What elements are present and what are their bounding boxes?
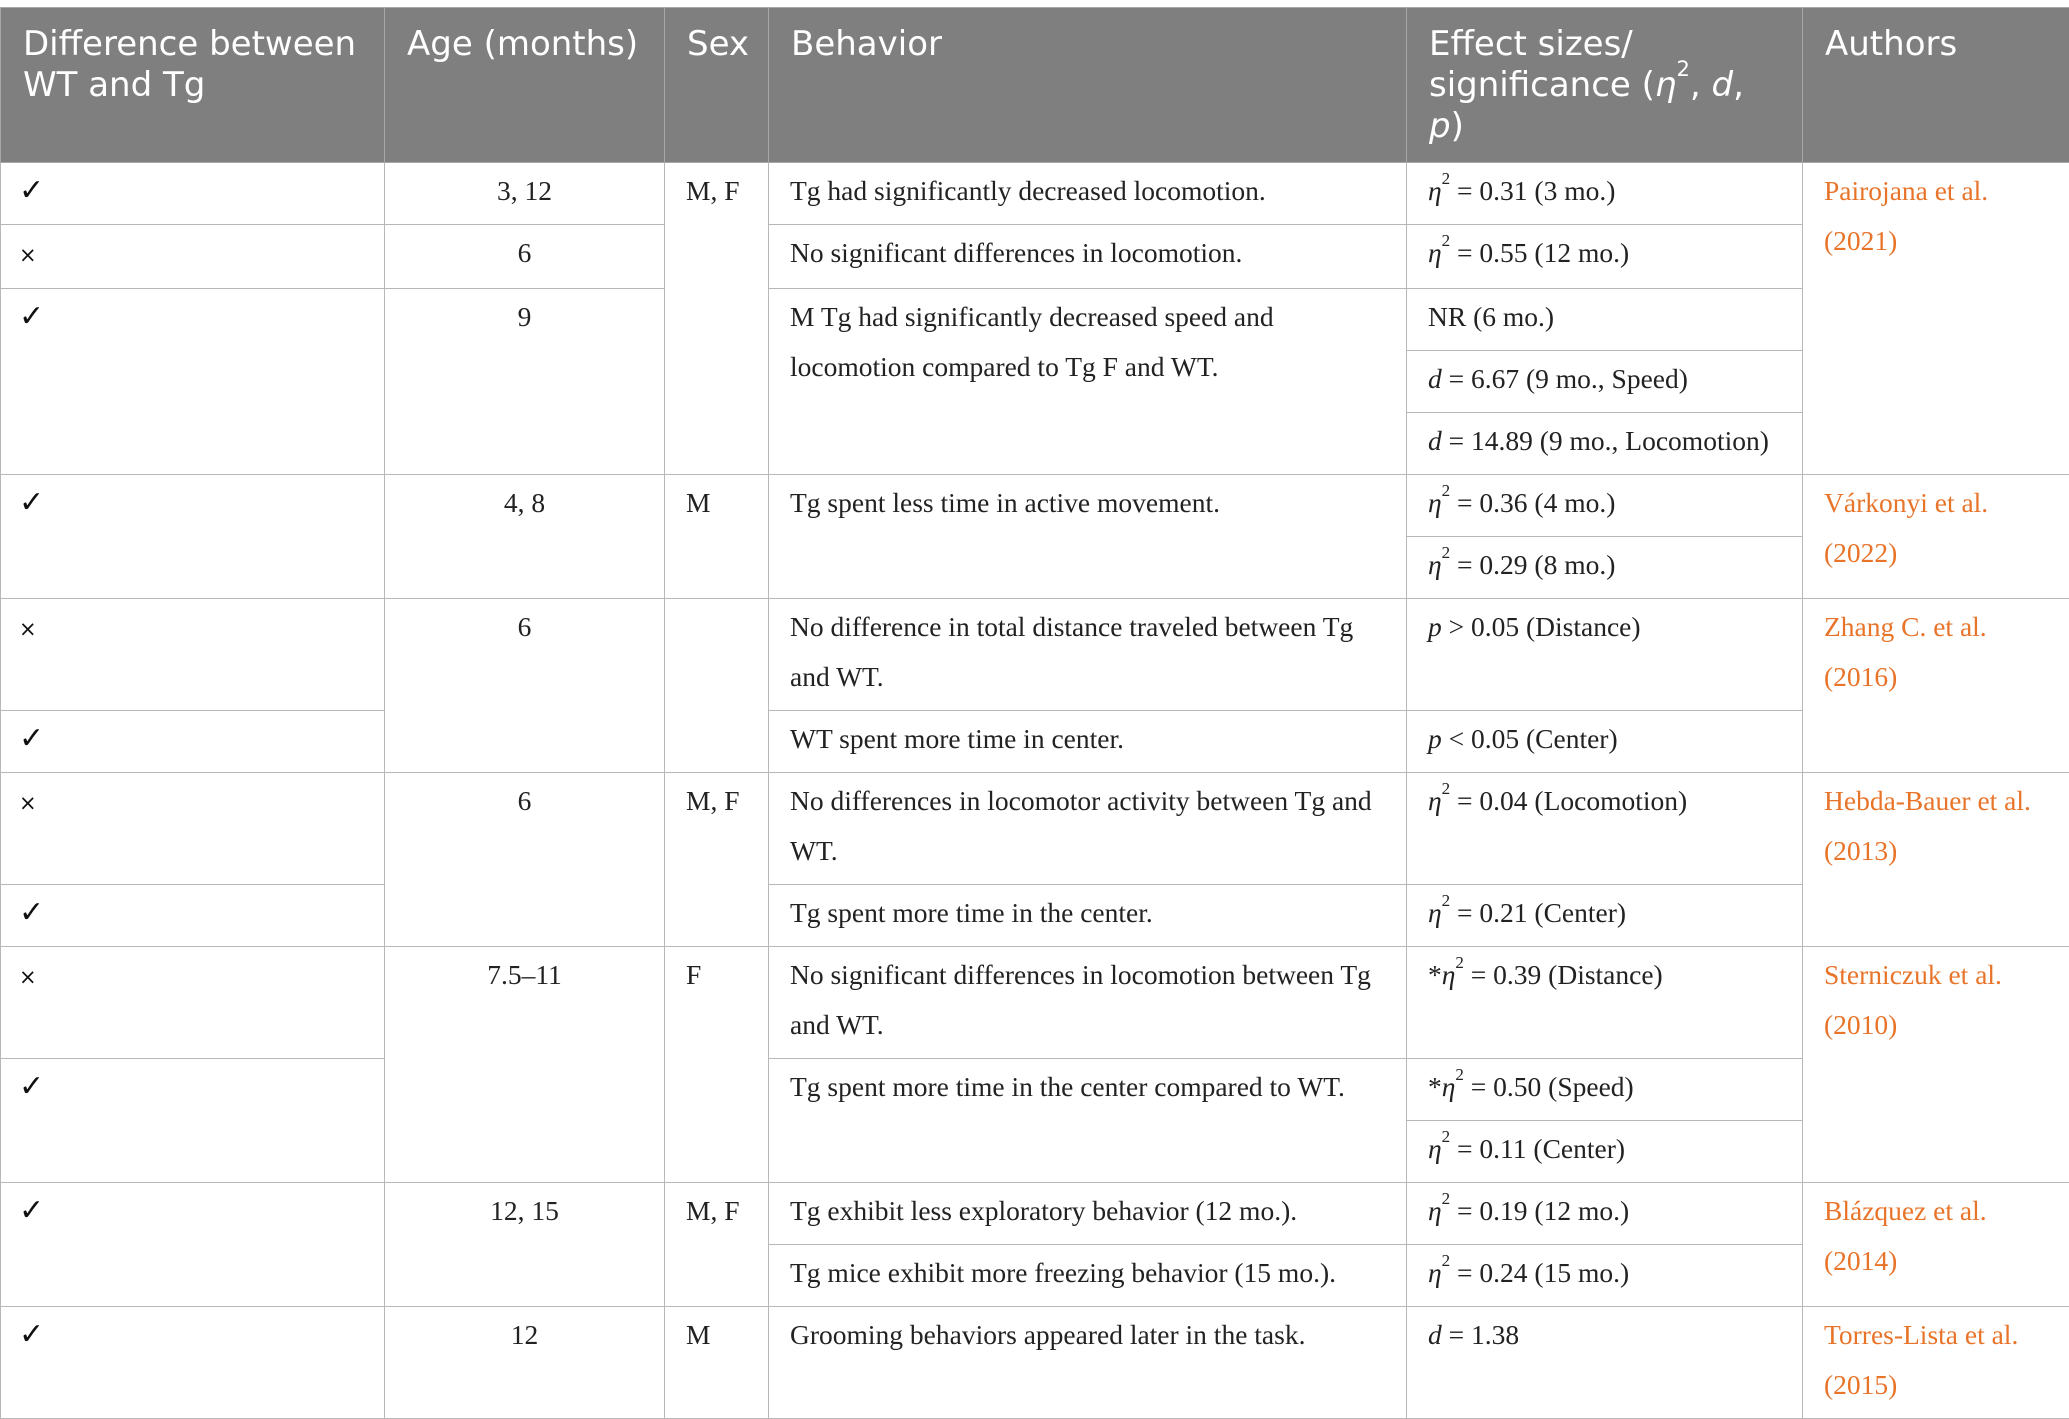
cross-icon: × [1, 947, 385, 1059]
effect-cell: $\eta^2 = 0.19$ (12 mo.) [1407, 1183, 1803, 1245]
table-row [1, 163, 2069, 225]
check-icon: ✓ [1, 1059, 385, 1183]
age-cell: 6 [385, 773, 665, 947]
effect-cell: $\eta^2 = 0.55$ (12 mo.) [1407, 225, 1803, 289]
behavior-cell: WT spent more time in center. [769, 711, 1407, 773]
age-cell: 4, 8 [385, 475, 665, 599]
effect-cell: d = 1.38 [1407, 1307, 1803, 1419]
behavior-cell: Tg spent less time in active movement. [769, 475, 1407, 599]
behavior-cell: No significant differences in locomotion. [769, 225, 1407, 289]
header-sex: Sex [665, 8, 769, 163]
header-row [1, 8, 2069, 163]
behavior-cell: Tg spent more time in the center. [769, 885, 1407, 947]
check-icon: ✓ [1, 475, 385, 599]
behavior-cell: Tg spent more time in the center compared to WT. [769, 1059, 1407, 1183]
behavior-cell: No significant differences in locomotion between Tg and WT. [769, 947, 1407, 1059]
table-row [1, 225, 2069, 289]
effect-cell: d = 14.89 (9 mo., Locomotion) [1407, 413, 1803, 475]
sex-cell: M, F [665, 1183, 769, 1307]
age-cell: 12 [385, 1307, 665, 1419]
age-cell: 7.5–11 [385, 947, 665, 1183]
effect-cell: $\eta^2 = 0.29$ (8 mo.) [1407, 537, 1803, 599]
table-row [1, 1307, 2069, 1419]
table-row [1, 773, 2069, 885]
authors-cell: Zhang C. et al. (2016) [1803, 599, 2069, 773]
sex-cell: M [665, 1307, 769, 1419]
age-cell: 3, 12 [385, 163, 665, 225]
results-table [0, 7, 2069, 1419]
effect-cell: $*\eta^2 = 0.50$ (Speed) [1407, 1059, 1803, 1121]
cross-icon: × [1, 599, 385, 711]
effect-cell: $\eta^2 = 0.31$ (3 mo.) [1407, 163, 1803, 225]
age-cell: 6 [385, 225, 665, 289]
behavior-cell: No differences in locomotor activity between Tg and WT. [769, 773, 1407, 885]
authors-cell: Torres-Lista et al. (2015) [1803, 1307, 2069, 1419]
age-cell: 12, 15 [385, 1183, 665, 1307]
check-icon: ✓ [1, 885, 385, 947]
behavior-cell: Tg mice exhibit more freezing behavior (15 mo.). [769, 1245, 1407, 1307]
authors-cell: Pairojana et al. (2021) [1803, 163, 2069, 475]
behavior-cell: M Tg had significantly decreased speed and locomotion compared to Tg F and WT. [769, 289, 1407, 475]
sex-cell: M, F [665, 773, 769, 947]
authors-cell: Sterniczuk et al. (2010) [1803, 947, 2069, 1183]
authors-cell: Blázquez et al. (2014) [1803, 1183, 2069, 1307]
effect-cell: $*\eta^2 = 0.39$ (Distance) [1407, 947, 1803, 1059]
authors-cell: Hebda-Bauer et al. (2013) [1803, 773, 2069, 947]
age-cell: 9 [385, 289, 665, 475]
header-age: Age (months) [385, 8, 665, 163]
header-authors: Authors [1803, 8, 2069, 163]
table-row [1, 1059, 2069, 1121]
effect-cell: $\eta^2 = 0.11$ (Center) [1407, 1121, 1803, 1183]
check-icon: ✓ [1, 1307, 385, 1419]
authors-cell: Várkonyi et al. (2022) [1803, 475, 2069, 599]
check-icon: ✓ [1, 1183, 385, 1307]
sex-cell: M [665, 475, 769, 599]
check-icon: ✓ [1, 163, 385, 225]
sex-cell: F [665, 947, 769, 1183]
table-row [1, 885, 2069, 947]
header-behavior: Behavior [769, 8, 1407, 163]
effect-cell: $\eta^2 = 0.04$ (Locomotion) [1407, 773, 1803, 885]
table-row [1, 599, 2069, 711]
effect-cell: $\eta^2 = 0.36$ (4 mo.) [1407, 475, 1803, 537]
table-row [1, 475, 2069, 537]
sex-cell [665, 599, 769, 773]
table-row [1, 947, 2069, 1059]
cross-icon: × [1, 225, 385, 289]
header-effect-sizes: Effect sizes/ significance ($\eta^2$, d, p) [1407, 8, 1803, 163]
effect-cell: NR (6 mo.) [1407, 289, 1803, 351]
table-row [1, 711, 2069, 773]
effect-cell: p > 0.05 (Distance) [1407, 599, 1803, 711]
behavior-cell: No difference in total distance traveled between Tg and WT. [769, 599, 1407, 711]
table-row [1, 289, 2069, 351]
effect-cell: d = 6.67 (9 mo., Speed) [1407, 351, 1803, 413]
sex-cell: M, F [665, 163, 769, 475]
effect-cell: $\eta^2 = 0.21$ (Center) [1407, 885, 1803, 947]
behavior-cell: Tg had significantly decreased locomotion. [769, 163, 1407, 225]
effect-cell: p < 0.05 (Center) [1407, 711, 1803, 773]
cross-icon: × [1, 773, 385, 885]
check-icon: ✓ [1, 289, 385, 475]
age-cell: 6 [385, 599, 665, 773]
effect-cell: $\eta^2 = 0.24$ (15 mo.) [1407, 1245, 1803, 1307]
table-row [1, 1183, 2069, 1245]
behavior-cell: Grooming behaviors appeared later in the task. [769, 1307, 1407, 1419]
header-difference: Difference between WT and Tg [1, 8, 385, 163]
behavior-cell: Tg exhibit less exploratory behavior (12 mo.). [769, 1183, 1407, 1245]
check-icon: ✓ [1, 711, 385, 773]
